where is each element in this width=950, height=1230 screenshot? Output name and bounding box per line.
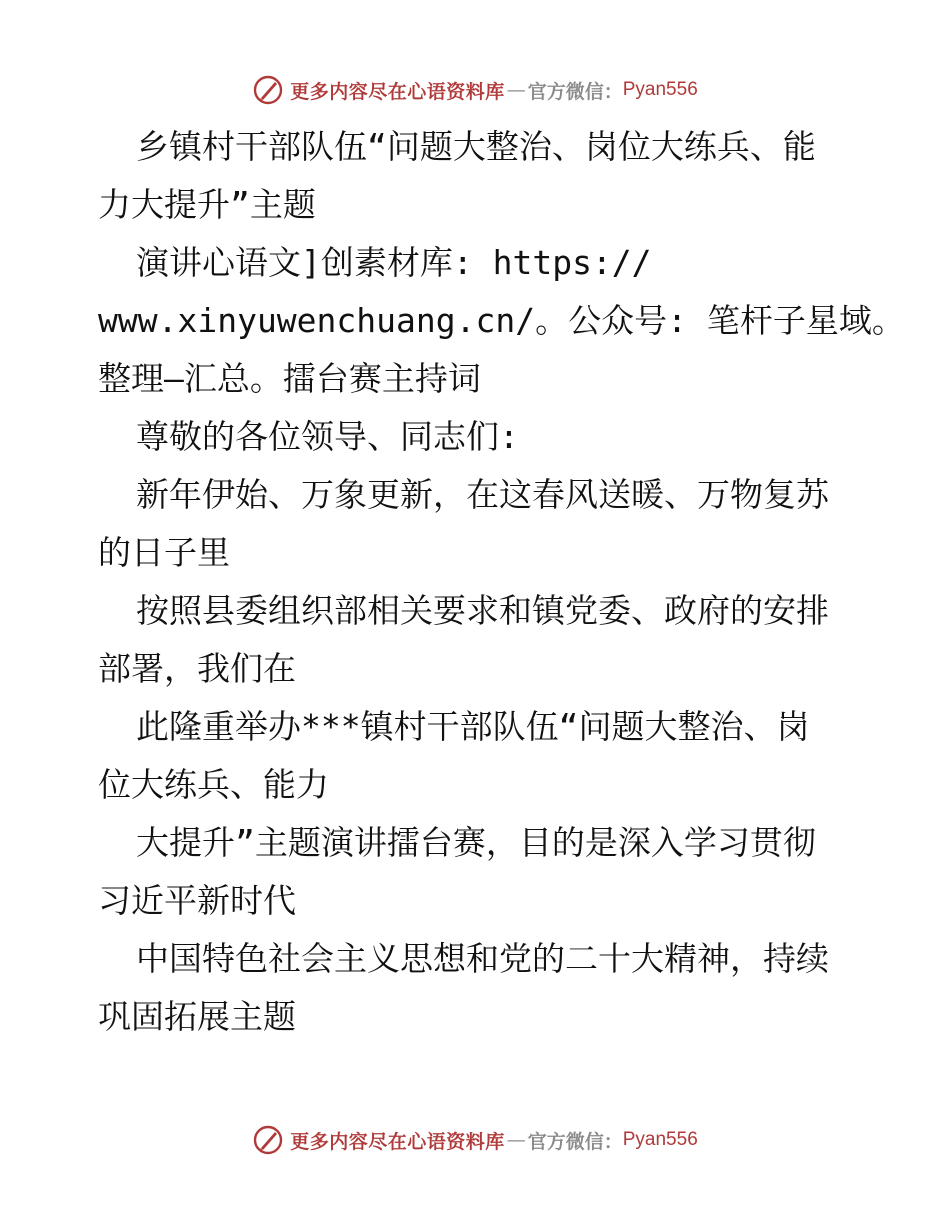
footer-banner [0,1120,950,1160]
banner-slogan: 更多内容尽在心语资料库 [290,1130,505,1153]
quill-logo-icon [252,74,284,106]
paragraph [98,234,905,408]
paragraph [98,118,858,234]
paragraph [98,698,858,814]
paragraph-line: 大提升”主题演讲擂台赛，目的是深入学习贯彻 [136,823,816,862]
paragraph-line: 尊敬的各位领导、同志们: [136,417,519,456]
paragraph-line: 位大练兵、能力 [98,765,329,804]
paragraph-line: 力大提升”主题 [98,185,316,224]
paragraph-line: 演讲心语文]创素材库: https:// [136,243,652,282]
paragraph-line: 习近平新时代 [98,881,296,920]
banner-slogan: 更多内容尽在心语资料库 [290,80,505,103]
paragraph-line: 整理—汇总。擂台赛主持词 [98,359,481,398]
paragraph-line: 按照县委组织部相关要求和镇党委、政府的安排 [136,591,829,630]
paragraph-line: 的日子里 [98,533,230,572]
paragraph-line: 新年伊始、万象更新，在这春风送暖、万物复苏 [136,475,829,514]
document-body [98,118,905,1046]
paragraph-line: 此隆重举办***镇村干部队伍“问题大整治、岗 [136,707,810,746]
banner-handle: Pyan556 [622,1129,698,1150]
header-banner [0,70,950,110]
paragraph-line: 中国特色社会主义思想和党的二十大精神，持续 [136,939,829,978]
paragraph [98,408,858,466]
paragraph-line: 巩固拓展主题 [98,997,296,1036]
banner-label: 官方微信： [527,1130,623,1153]
quill-logo-icon [252,1124,284,1156]
paragraph [98,814,858,930]
paragraph-line: 部署，我们在 [98,649,296,688]
banner-dash: — [506,79,526,101]
paragraph [98,582,858,698]
banner-handle: Pyan556 [622,79,698,100]
paragraph-line: 乡镇村干部队伍“问题大整治、岗位大练兵、能 [136,127,816,166]
banner-dash: — [506,1129,526,1151]
paragraph-line: www.xinyuwenchuang.cn/。公众号: 笔杆子星域。 [98,301,905,340]
paragraph [98,466,858,582]
banner-label: 官方微信： [527,80,623,103]
paragraph [98,930,858,1046]
